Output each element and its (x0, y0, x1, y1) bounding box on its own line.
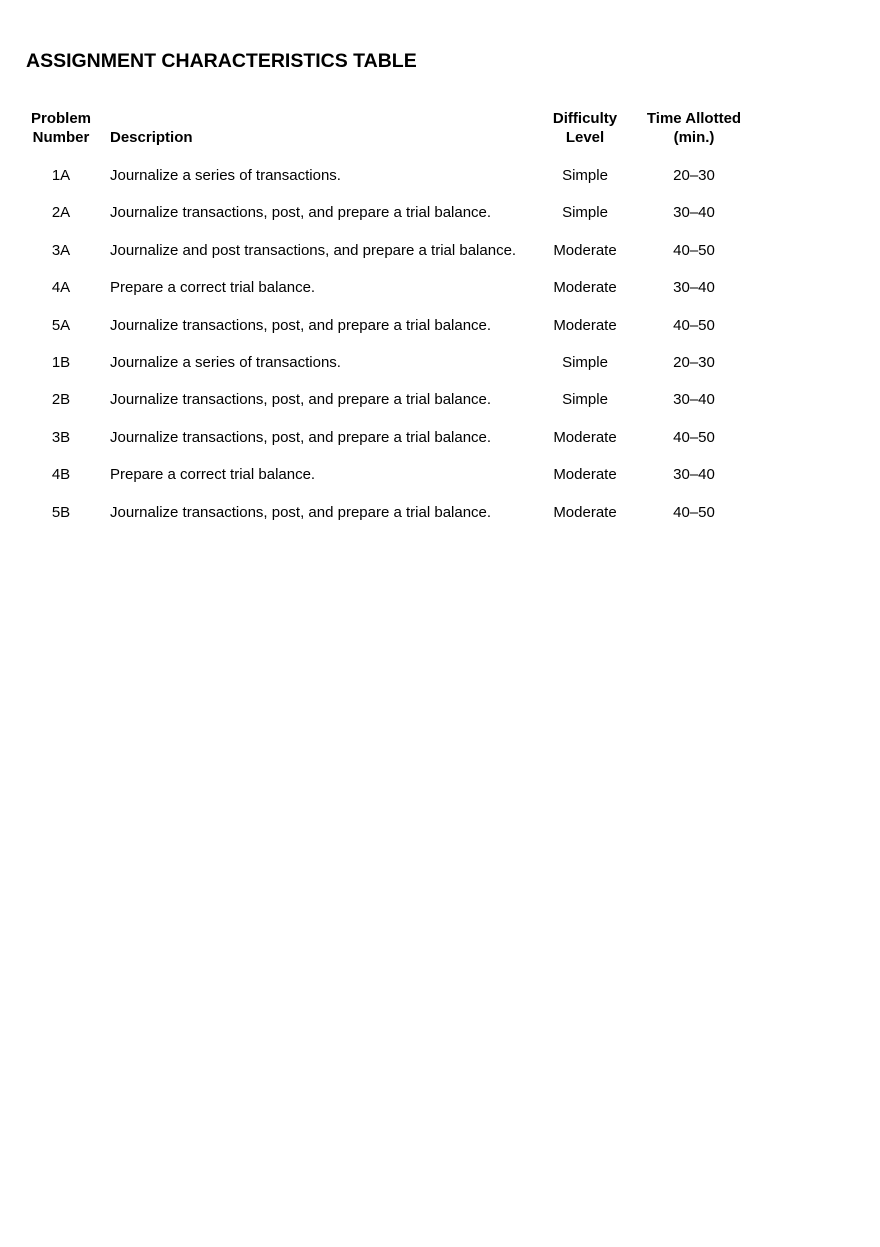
problem-number-cell: 5A (51, 316, 71, 334)
column-header-problem-number-line-2: Number (32, 129, 90, 146)
description-cell: Journalize transactions, post, and prepare a trial balance. (110, 428, 492, 446)
problem-number-cell: 5B (51, 503, 71, 521)
description-cell: Journalize transactions, post, and prepare a trial balance. (110, 204, 492, 222)
problem-number-cell: 1B (51, 353, 71, 371)
difficulty-cell: Moderate (553, 279, 617, 297)
column-header-difficulty-level (545, 109, 625, 147)
difficulty-cell: Moderate (553, 466, 617, 484)
column-header-time-allotted-line-1: Time Allotted (646, 110, 742, 127)
table-row (0, 390, 880, 427)
column-header-problem-number-line-1: Problem (30, 110, 91, 127)
table-row (0, 503, 880, 540)
problem-number-cell: 2B (51, 391, 71, 409)
description-cell: Prepare a correct trial balance. (110, 279, 316, 297)
table-row (0, 241, 880, 278)
column-header-time-allotted-line-2: (min.) (673, 129, 715, 146)
page-title: ASSIGNMENT CHARACTERISTICS TABLE (26, 50, 417, 72)
description-cell: Journalize transactions, post, and prepare a trial balance. (110, 316, 492, 334)
problem-number-cell: 3B (51, 428, 71, 446)
column-header-time-allotted (638, 109, 750, 147)
description-cell: Journalize a series of transactions. (110, 353, 341, 371)
difficulty-cell: Moderate (553, 241, 617, 259)
time-allotted-cell: 30–40 (673, 391, 715, 409)
table-row (0, 353, 880, 390)
time-allotted-cell: 20–30 (673, 167, 715, 184)
column-header-problem-number (21, 109, 101, 147)
difficulty-cell: Simple (562, 353, 608, 371)
time-allotted-cell: 40–50 (673, 241, 715, 259)
time-allotted-cell: 20–30 (673, 353, 715, 371)
column-header-difficulty-level-line-2: Level (565, 129, 605, 146)
time-allotted-cell: 40–50 (673, 503, 715, 521)
table-body (0, 166, 880, 540)
description-cell: Prepare a correct trial balance. (110, 466, 316, 484)
difficulty-cell: Simple (562, 391, 608, 409)
description-cell: Journalize and post transactions, and prepare a trial balance. (110, 241, 517, 259)
difficulty-cell: Moderate (553, 428, 617, 446)
table-row (0, 278, 880, 315)
difficulty-cell: Simple (562, 167, 608, 184)
difficulty-cell: Simple (562, 204, 608, 222)
difficulty-cell: Moderate (553, 316, 617, 334)
description-cell: Journalize a series of transactions. (110, 167, 341, 184)
problem-number-cell: 4A (51, 279, 71, 297)
table-header (0, 109, 880, 149)
time-allotted-cell: 40–50 (673, 316, 715, 334)
time-allotted-cell: 30–40 (673, 279, 715, 297)
table-row (0, 428, 880, 465)
description-cell: Journalize transactions, post, and prepare a trial balance. (110, 503, 492, 521)
table-row (0, 203, 880, 240)
difficulty-cell: Moderate (553, 503, 617, 521)
column-header-difficulty-level-line-1: Difficulty (552, 110, 618, 127)
table-row (0, 465, 880, 502)
table-row (0, 316, 880, 353)
column-header-description: Description (110, 129, 193, 146)
description-cell: Journalize transactions, post, and prepare a trial balance. (110, 391, 492, 409)
table-row (0, 166, 880, 203)
time-allotted-cell: 30–40 (673, 466, 715, 484)
time-allotted-cell: 30–40 (673, 204, 715, 222)
problem-number-cell: 2A (51, 204, 71, 222)
problem-number-cell: 4B (51, 466, 71, 484)
problem-number-cell: 3A (51, 241, 71, 259)
problem-number-cell: 1A (51, 167, 71, 184)
time-allotted-cell: 40–50 (673, 428, 715, 446)
